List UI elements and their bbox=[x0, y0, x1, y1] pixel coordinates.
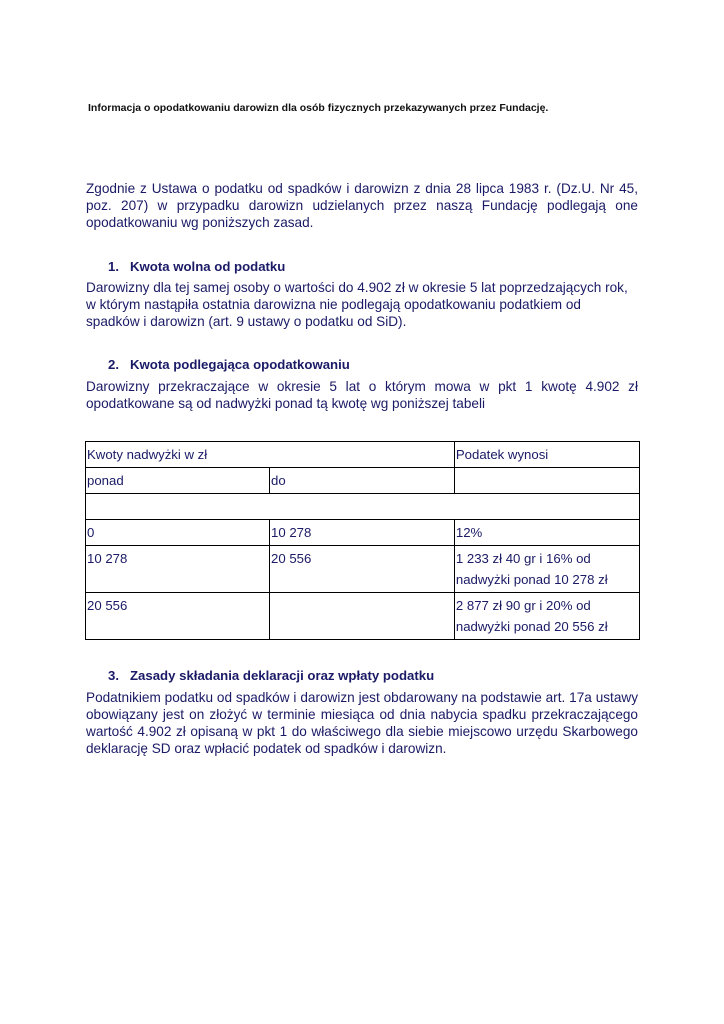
row-tax: 2 877 zł 90 gr i 20% od nadwyżki ponad 20 556 zł bbox=[454, 593, 639, 640]
subheader-empty bbox=[454, 468, 639, 494]
section-3-number: 3. bbox=[108, 668, 119, 683]
tax-table bbox=[85, 441, 640, 640]
section-1-heading bbox=[108, 259, 285, 274]
section-3-heading bbox=[108, 668, 434, 683]
section-2-body: Darowizny przekraczające w okresie 5 lat o którym mowa w pkt 1 kwotę 4.902 zł opodatkowane są od nadwyżki ponad tą kwotę wg poniższej tabeli bbox=[86, 379, 638, 411]
header-surplus: Kwoty nadwyżki w zł bbox=[86, 442, 455, 468]
section-3-title: Zasady składania deklaracji oraz wpłaty podatku bbox=[130, 668, 435, 683]
section-2-heading bbox=[108, 357, 350, 372]
section-1-body: Darowizny dla tej samej osoby o wartości do 4.902 zł w okresie 5 lat poprzedzających rok, w którym nastąpiła ostatnia darowizna nie podlegają opodatkowaniu podatkiem od spadków i darowizn (art. 9 ustawy o podatku od SiD). bbox=[86, 280, 628, 329]
header-tax: Podatek wynosi bbox=[454, 442, 639, 468]
section-2-number: 2. bbox=[108, 357, 119, 372]
table-subheader-row bbox=[86, 468, 640, 494]
table-header-row bbox=[86, 442, 640, 468]
document-title: Informacja o opodatkowaniu darowizn dla osób fizycznych przekazywanych przez Fundację. bbox=[88, 102, 549, 114]
table-spacer-row bbox=[86, 494, 640, 520]
row-from: 20 556 bbox=[86, 593, 270, 640]
table-row bbox=[86, 520, 640, 546]
table-row bbox=[86, 546, 640, 593]
row-from: 10 278 bbox=[86, 546, 270, 593]
section-1-title: Kwota wolna od podatku bbox=[130, 259, 286, 274]
row-to: 20 556 bbox=[269, 546, 454, 593]
subheader-from: ponad bbox=[86, 468, 270, 494]
table-row bbox=[86, 593, 640, 640]
section-1-number: 1. bbox=[108, 259, 119, 274]
section-2-title: Kwota podlegająca opodatkowaniu bbox=[130, 357, 350, 372]
row-to: 10 278 bbox=[269, 520, 454, 546]
row-tax: 1 233 zł 40 gr i 16% od nadwyżki ponad 10 278 zł bbox=[454, 546, 639, 593]
subheader-to: do bbox=[269, 468, 454, 494]
spacer-cell bbox=[86, 494, 640, 520]
row-to bbox=[269, 593, 454, 640]
row-tax: 12% bbox=[454, 520, 639, 546]
row-from: 0 bbox=[86, 520, 270, 546]
section-3-body: Podatnikiem podatku od spadków i darowizn jest obdarowany na podstawie art. 17a ustawy obowiązany jest on złożyć w terminie miesiąca od dnia nabycia spadku przekraczającego wartość 4.902 zł opisaną w pkt 1 do właściwego dla siebie miejscowo urzędu Skarbowego deklarację SD oraz wpłacić podatek od spadków i darowizn. bbox=[86, 690, 638, 756]
intro-paragraph: Zgodnie z Ustawa o podatku od spadków i darowizn z dnia 28 lipca 1983 r. (Dz.U. Nr 45, poz. 207) w przypadku darowizn udzielanych przez naszą Fundację podlegają one opodatkowaniu wg poniższych zasad. bbox=[86, 181, 638, 230]
